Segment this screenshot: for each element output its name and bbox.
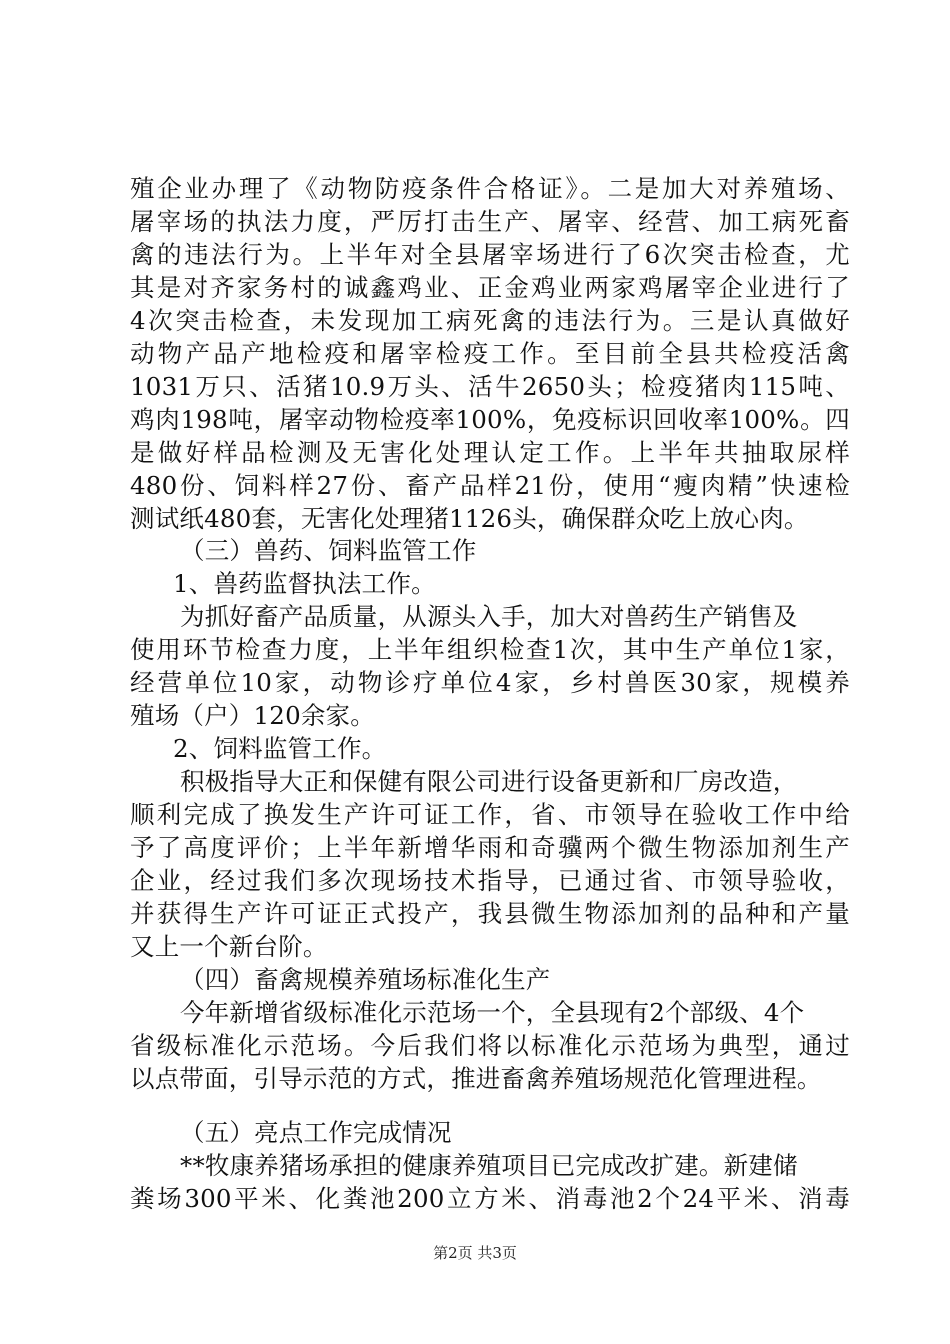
body-line: 使用环节检查力度，上半年组织检查1次，其中生产单位1家， (130, 635, 850, 664)
body-line: 粪场300平米、化粪池200立方米、消毒池2个24平米、消毒 (130, 1184, 850, 1213)
body-line: 经营单位10家，动物诊疗单位4家，乡村兽医30家，规模养 (130, 668, 850, 697)
subsection-heading-1: 1、兽药监督执法工作。 (173, 569, 436, 598)
body-line: 4次突击检查，未发现加工病死禽的违法行为。三是认真做好 (130, 306, 850, 335)
body-line: 予了高度评价；上半年新增华雨和奇骥两个微生物添加剂生产 (130, 833, 850, 862)
page-footer: 第2页 共3页 (433, 1244, 517, 1262)
body-line: 殖企业办理了《动物防疫条件合格证》。二是加大对养殖场、 (130, 174, 850, 203)
body-line: 480份、饲料样27份、畜产品样21份，使用“瘦肉精”快速检 (130, 471, 850, 500)
body-line: 禽的违法行为。上半年对全县屠宰场进行了6次突击检查，尤 (130, 240, 850, 269)
body-line: 省级标准化示范场。今后我们将以标准化示范场为典型，通过 (130, 1031, 850, 1060)
section-heading-4: （四）畜禽规模养殖场标准化生产 (180, 965, 551, 994)
section-heading-3: （三）兽药、饲料监管工作 (180, 536, 477, 565)
subsection-heading-2: 2、饲料监管工作。 (173, 734, 387, 763)
body-line: 今年新增省级标准化示范场一个，全县现有2个部级、4个 (180, 998, 805, 1027)
body-line: 积极指导大正和保健有限公司进行设备更新和厂房改造， (180, 767, 798, 796)
body-line: 动物产品产地检疫和屠宰检疫工作。至目前全县共检疫活禽 (130, 339, 850, 368)
body-line: 以点带面，引导示范的方式，推进畜禽养殖场规范化管理进程。 (130, 1064, 822, 1093)
body-line: 殖场（户）120余家。 (130, 701, 375, 730)
body-line: 其是对齐家务村的诚鑫鸡业、正金鸡业两家鸡屠宰企业进行了 (130, 273, 850, 302)
body-line: 顺利完成了换发生产许可证工作，省、市领导在验收工作中给 (130, 800, 850, 829)
body-line: 屠宰场的执法力度，严厉打击生产、屠宰、经营、加工病死畜 (130, 207, 850, 236)
section-heading-5: （五）亮点工作完成情况 (180, 1118, 452, 1147)
body-line: 测试纸480套，无害化处理猪1126头，确保群众吃上放心肉。 (130, 504, 809, 533)
body-line: 并获得生产许可证正式投产，我县微生物添加剂的品种和产量 (130, 899, 850, 928)
body-line: 又上一个新台阶。 (130, 932, 328, 961)
body-line: 是做好样品检测及无害化处理认定工作。上半年共抽取尿样 (130, 438, 850, 467)
body-line: 企业，经过我们多次现场技术指导，已通过省、市领导验收， (130, 866, 850, 895)
body-line: 1031万只、活猪10.9万头、活牛2650头；检疫猪肉115吨、 (130, 372, 850, 401)
body-line: **牧康养猪场承担的健康养殖项目已完成改扩建。新建储 (180, 1151, 798, 1180)
body-line: 为抓好畜产品质量，从源头入手，加大对兽药生产销售及 (180, 602, 798, 631)
body-line: 鸡肉198吨，屠宰动物检疫率100%，免疫标识回收率100%。四 (130, 405, 850, 434)
